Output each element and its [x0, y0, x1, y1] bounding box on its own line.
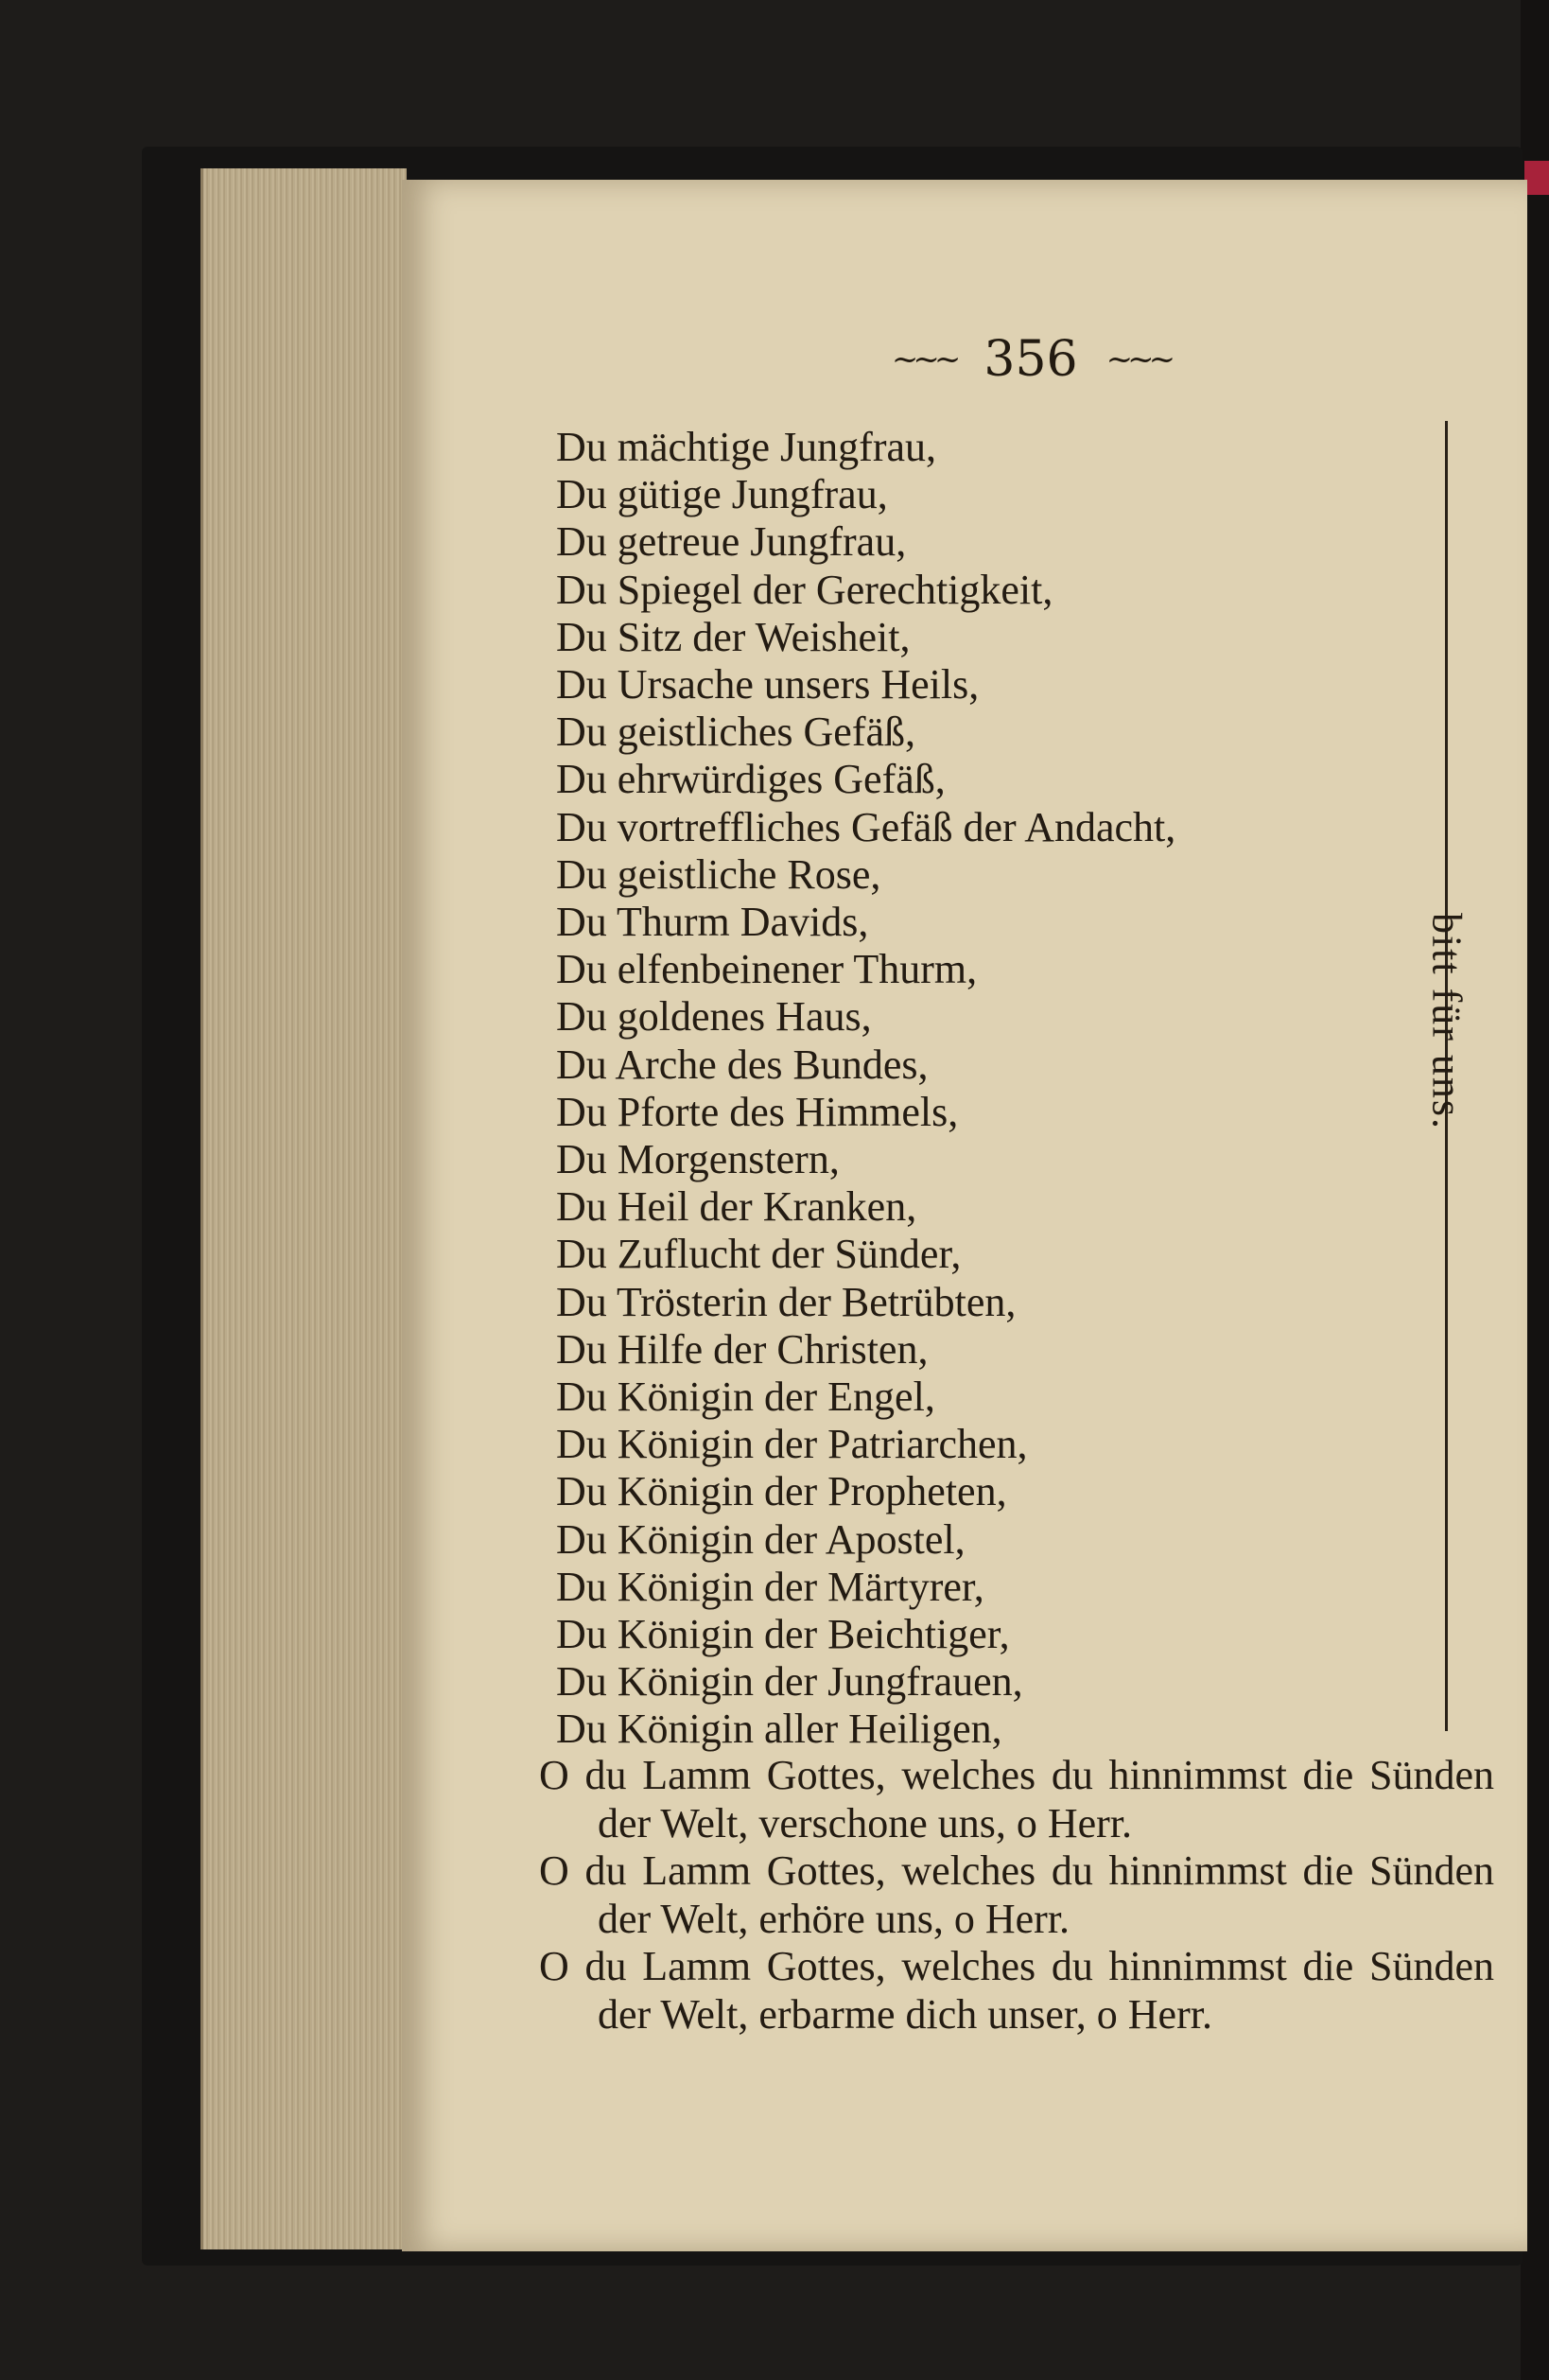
litany-response: bitt für uns. — [1423, 912, 1471, 1131]
litany-line: Du geistliches Gefäß, — [556, 709, 915, 756]
litany-line: Du Thurm Davids, — [556, 899, 869, 946]
litany-line: Du Spiegel der Gerechtigkeit, — [556, 566, 1053, 613]
page-number: 356 — [983, 331, 1078, 388]
litany-line: Du elfenbeinener Thurm, — [556, 946, 978, 993]
agnus-dei-paragraph: O du Lamm Gottes, welches du hinnimmst die Sünden der Welt, erhöre uns, o Herr. — [539, 1847, 1494, 1942]
litany-line: Du Königin der Beichtiger, — [556, 1611, 1010, 1658]
litany-line: Du Sitz der Weisheit, — [556, 613, 911, 660]
litany-line: Du Hilfe der Christen, — [556, 1325, 929, 1373]
litany-line: Du Königin der Märtyrer, — [556, 1563, 984, 1610]
red-book-edge — [1524, 161, 1549, 195]
agnus-dei-paragraph: O du Lamm Gottes, welches du hinnimmst die Sünden der Welt, verschone uns, o Herr. — [539, 1752, 1494, 1846]
litany-line: Du Ursache unsers Heils, — [556, 661, 980, 709]
litany-line: Du Königin der Patriarchen, — [556, 1421, 1028, 1468]
litany-line: Du gütige Jungfrau, — [556, 471, 888, 518]
litany-line: Du Königin aller Heiligen, — [556, 1706, 1002, 1753]
litany-line: Du vortreffliches Gefäß der Andacht, — [556, 803, 1176, 850]
litany-line: Du getreue Jungfrau, — [556, 518, 907, 566]
litany-line: Du ehrwürdiges Gefäß, — [556, 756, 946, 803]
ornament-left: ~~~ — [891, 341, 956, 378]
page-header — [851, 326, 1210, 393]
litany-line: Du goldenes Haus, — [556, 993, 872, 1041]
page-edges — [200, 168, 407, 2249]
litany-line: Du Königin der Apostel, — [556, 1515, 966, 1563]
litany-invocations — [556, 424, 1502, 1754]
litany-line: Du geistliche Rose, — [556, 850, 881, 898]
litany-line: Du mächtige Jungfrau, — [556, 424, 936, 470]
litany-line: Du Morgenstern, — [556, 1136, 840, 1183]
litany-line: Du Königin der Propheten, — [556, 1468, 1007, 1515]
ornament-right: ~~~ — [1105, 341, 1171, 378]
litany-line: Du Königin der Engel, — [556, 1374, 935, 1421]
litany-line: Du Zuflucht der Sünder, — [556, 1231, 962, 1278]
litany-line: Du Trösterin der Betrübten, — [556, 1278, 1017, 1325]
agnus-dei-section — [539, 1752, 1494, 2039]
agnus-dei-paragraph: O du Lamm Gottes, welches du hinnimmst die Sünden der Welt, erbarme dich unser, o Herr. — [539, 1943, 1494, 2038]
litany-line: Du Pforte des Himmels, — [556, 1088, 959, 1135]
litany-line: Du Königin der Jungfrauen, — [556, 1658, 1023, 1706]
litany-line: Du Arche des Bundes, — [556, 1041, 929, 1088]
litany-line: Du Heil der Kranken, — [556, 1183, 917, 1231]
